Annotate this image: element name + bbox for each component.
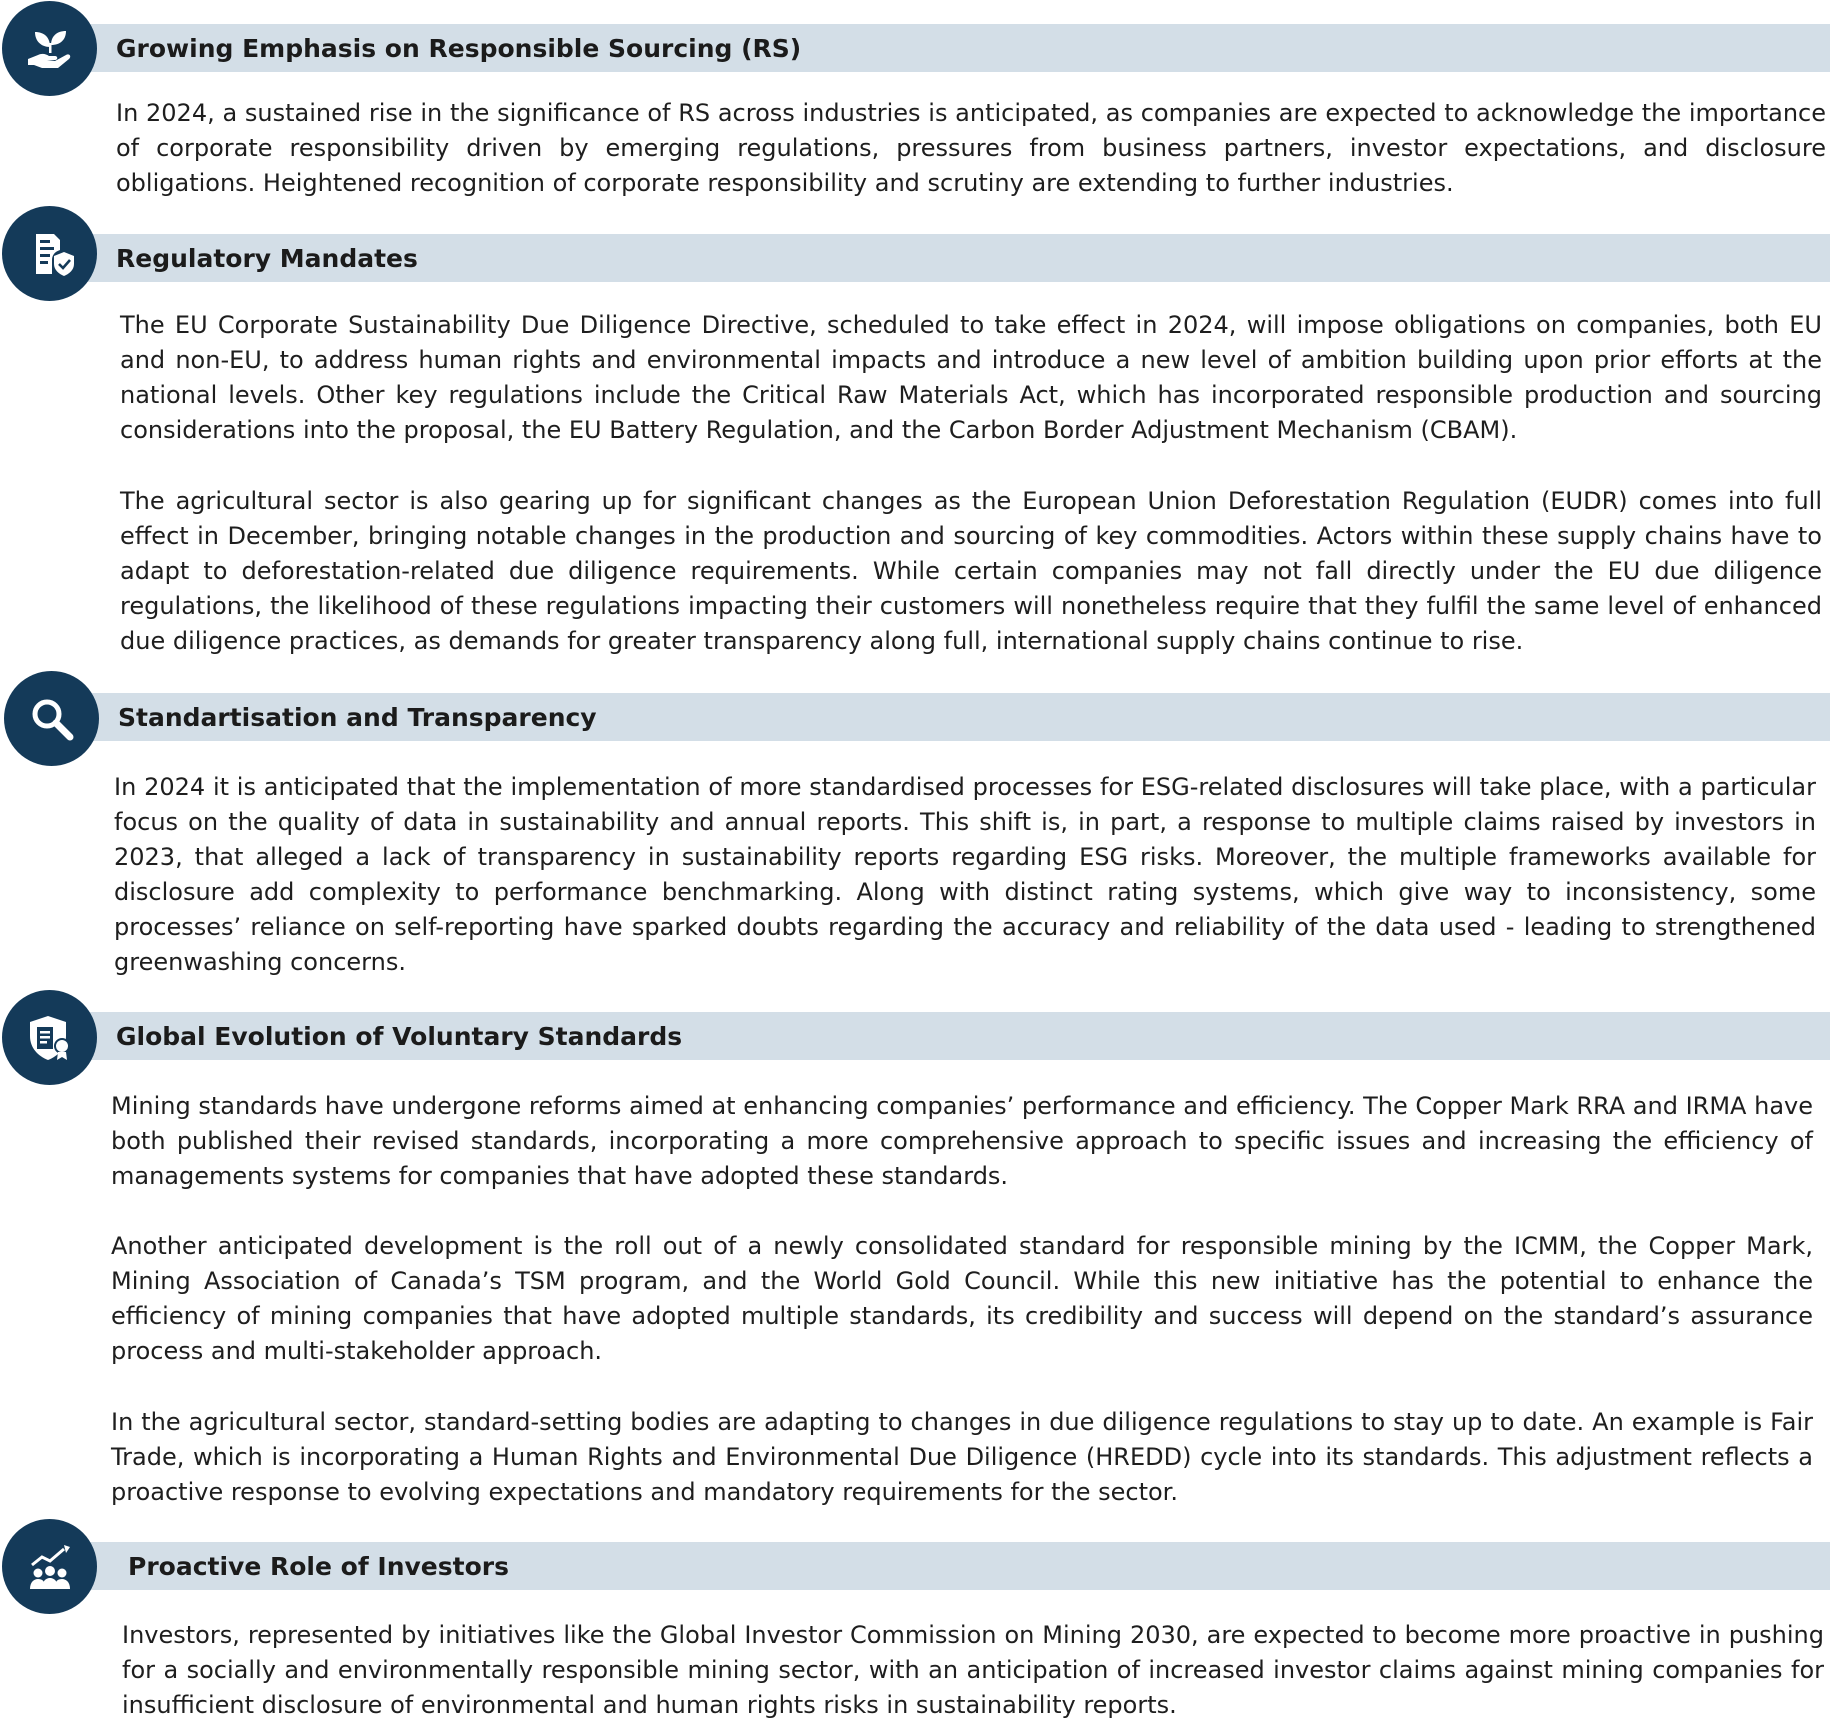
section-paragraph: In 2024 it is anticipated that the implementation of more standardised processes for ESG-related disclosures will take place, with a particular focus on the quality of data in sustainability and annual reports. This shift is, in part, a response to multiple claims raised by investors in 2023, that alleged a lack of transparency in sustainability reports regarding ESG risks. Moreover, the multiple frameworks available for disclosure add complexity to performance benchmarking. Along with distinct rating systems, which give way to inconsistency, some processes’ reliance on self-reporting have sparked doubts regarding the accuracy and reliability of the data used - leading to strengthened greenwashing concerns. bbox=[114, 773, 1816, 976]
section-title: Regulatory Mandates bbox=[116, 243, 418, 273]
section-title: Global Evolution of Voluntary Standards bbox=[116, 1021, 683, 1051]
section-title: Growing Emphasis on Responsible Sourcing (RS) bbox=[116, 33, 802, 63]
certificate-shield-icon bbox=[2, 990, 97, 1085]
section-paragraph: The EU Corporate Sustainability Due Diligence Directive, scheduled to take effect in 2024, will impose obligations on companies, both EU and non-EU, to address human rights and environmental impacts and introduce a new level of ambition building upon prior efforts at the national levels. Other key regulations include the Critical Raw Materials Act, which has incorporated responsible production and sourcing considerations into the proposal, the EU Battery Regulation, and the Carbon Border Adjustment Mechanism (CBAM). bbox=[120, 311, 1822, 444]
hand-plant-icon bbox=[2, 1, 97, 96]
section-paragraph: Another anticipated development is the roll out of a newly consolidated standard for responsible mining by the ICMM, the Copper Mark, Mining Association of Canada’s TSM program, and the World Gold Council. While this new initiative has the potential to enhance the efficiency of mining companies that have adopted multiple standards, its credibility and success will depend on the standard’s assurance process and multi-stakeholder approach. bbox=[111, 1232, 1813, 1365]
document-shield-icon bbox=[2, 206, 97, 301]
section-title-bar bbox=[82, 693, 1830, 741]
section-title: Standartisation and Transparency bbox=[118, 702, 597, 732]
section-paragraph: The agricultural sector is also gearing up for significant changes as the European Union Deforestation Regulation (EUDR) comes into full effect in December, bringing notable changes in the production and sourcing of key commodities. Actors within these supply chains have to adapt to deforestation-related due diligence requirements. While certain companies may not fall directly under the EU due diligence regulations, the likelihood of these regulations impacting their customers will nonetheless require that they fulfil the same level of enhanced due diligence practices, as demands for greater transparency along full, international supply chains continue to rise. bbox=[120, 487, 1822, 655]
section-paragraph: In 2024, a sustained rise in the significance of RS across industries is anticipated, as companies are expected to acknowledge the importance of corporate responsibility driven by emerging regulations, pressures from business partners, investor expectations, and disclosure obligations. Heightened recognition of corporate responsibility and scrutiny are extending to further industries. bbox=[116, 99, 1826, 197]
section-paragraph: Investors, represented by initiatives like the Global Investor Commission on Mining 2030, are expected to become more proactive in pushing for a socially and environmentally responsible mining sector, with an anticipation of increased investor claims against mining companies for insufficient disclosure of environmental and human rights risks in sustainability reports. bbox=[122, 1621, 1824, 1719]
section-title-bar bbox=[80, 234, 1830, 282]
section-paragraph: In the agricultural sector, standard-setting bodies are adapting to changes in due diligence regulations to stay up to date. An example is Fair Trade, which is incorporating a Human Rights and Environmental Due Diligence (HREDD) cycle into its standards. This adjustment reflects a proactive response to evolving expectations and mandatory requirements for the sector. bbox=[111, 1408, 1813, 1506]
magnifier-icon bbox=[4, 671, 99, 766]
section-title-bar bbox=[80, 1012, 1830, 1060]
section-paragraph: Mining standards have undergone reforms aimed at enhancing companies’ performance and efficiency. The Copper Mark RRA and IRMA have both published their revised standards, incorporating a more comprehensive approach to specific issues and increasing the efficiency of managements systems for companies that have adopted these standards. bbox=[111, 1092, 1813, 1190]
section-title: Proactive Role of Investors bbox=[128, 1551, 509, 1581]
investors-growth-icon bbox=[2, 1519, 97, 1614]
section-title-bar bbox=[80, 1542, 1830, 1590]
section-title-bar bbox=[80, 24, 1830, 72]
